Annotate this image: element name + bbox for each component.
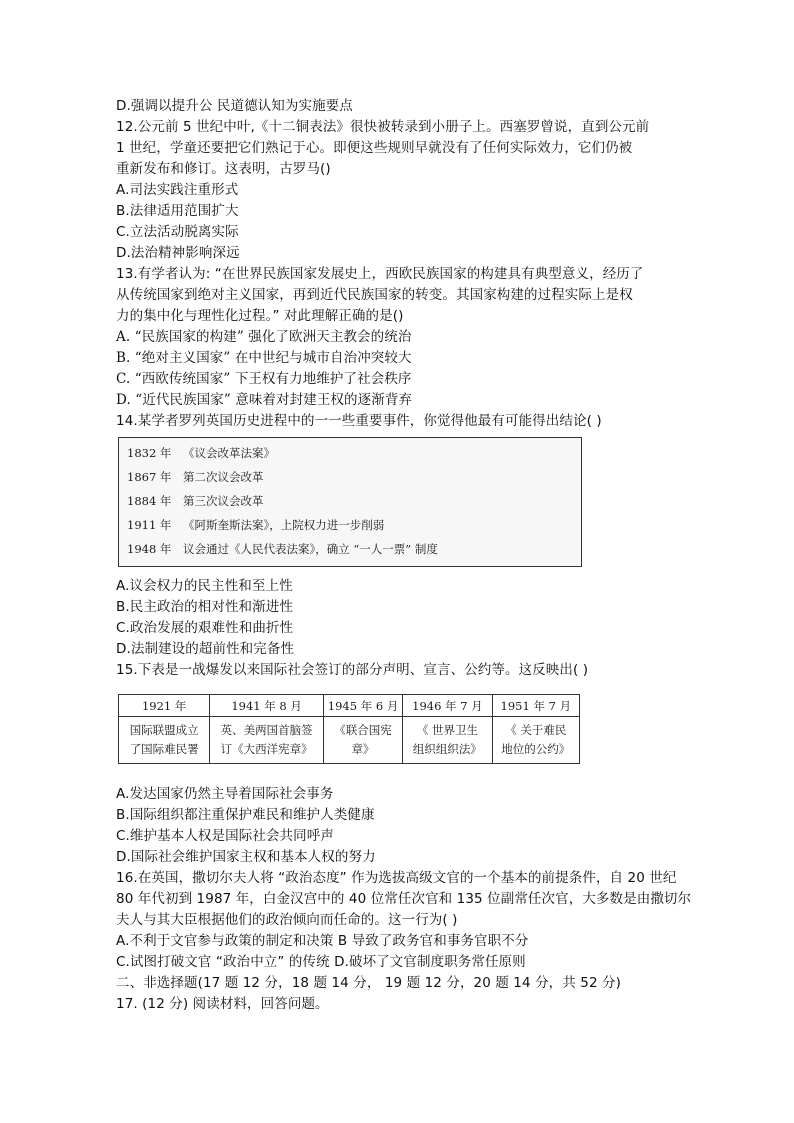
q16-stem-line-3: 夫人与其大臣根据他们的政治倾向而任命的。这一行为( ) — [116, 912, 458, 928]
event-text: 第二次议会改革 — [183, 470, 264, 484]
q16-stem-line-2: 80 年代初到 1987 年，白金汉宫中的 40 位常任次官和 135 位副常任次官，大多数是由撒切尔 — [116, 891, 692, 907]
q14-events-box — [118, 437, 582, 567]
event-row — [127, 541, 438, 557]
cell-line: 组织组织法》 — [412, 742, 482, 756]
event-row — [127, 493, 264, 509]
q14-option-c: C.政治发展的艰难性和曲折性 — [116, 620, 294, 636]
table-cell — [323, 717, 402, 764]
event-year: 1832 年 — [127, 446, 172, 460]
table-header-cell: 1951 年 7 月 — [492, 695, 579, 717]
table-header-cell: 1921 年 — [119, 695, 210, 717]
cell-line: 《 关于难民 — [505, 723, 567, 737]
q15-option-b: B.国际组织都注重保护难民和维护人类健康 — [116, 807, 375, 823]
event-row — [127, 445, 275, 461]
event-year: 1867 年 — [127, 470, 172, 484]
cell-line: 《 世界卫生 — [416, 723, 478, 737]
table-header-cell: 1941 年 8 月 — [210, 695, 323, 717]
q13-option-b: B. “绝对主义国家” 在中世纪与城市自治冲突较大 — [116, 350, 412, 366]
event-row — [127, 469, 264, 485]
q12-option-a: A.司法实践注重形式 — [116, 182, 239, 198]
q15-option-d: D.国际社会维护国家主权和基本人权的努力 — [116, 849, 376, 865]
q13-option-d: D. “近代民族国家” 意味着对封建王权的逐渐背弃 — [116, 392, 413, 408]
q15-stem: 15.下表是一战爆发以来国际社会签订的部分声明、宣言、公约等。这反映出( ) — [116, 662, 589, 678]
q12-option-d: D.法治精神影响深远 — [116, 245, 240, 261]
table-header-cell: 1946 年 7 月 — [403, 695, 492, 717]
table-cell — [119, 717, 210, 764]
table-cell — [210, 717, 323, 764]
q13-stem-line-2: 从传统国家到绝对主义国家，再到近代民族国家的转变。其国家构建的过程实际上是权 — [116, 287, 633, 303]
cell-line: 订《大西洋宪章》 — [220, 742, 313, 756]
event-text: 《阿斯奎斯法案》，上院权力进一步削弱 — [183, 518, 385, 532]
event-row — [127, 517, 384, 533]
event-year: 1948 年 — [127, 542, 172, 556]
q14-option-b: B.民主政治的相对性和渐进性 — [116, 599, 293, 615]
table-header-row — [119, 695, 580, 717]
q15-table — [118, 694, 580, 764]
q13-option-a: A. “民族国家的构建” 强化了欧洲天主教会的统治 — [116, 329, 412, 345]
cell-line: 国际联盟成立 — [129, 723, 199, 737]
q15-option-c: C.维护基本人权是国际社会共同呼声 — [116, 828, 334, 844]
q13-option-c: C. “西欧传统国家” 下王权有力地维护了社会秩序 — [116, 371, 412, 387]
q13-stem-line-1: 13.有学者认为: “在世界民族国家发展史上，西欧民族国家的构建具有典型意义，经历了 — [116, 266, 644, 282]
q12-option-c: C.立法活动脱离实际 — [116, 224, 239, 240]
q16-options-cd: C.试图打破文官 “政治中立” 的传统 D.破坏了文官制度职务常任原则 — [116, 954, 526, 970]
cell-line: 英、美两国首脑签 — [220, 723, 313, 737]
q13-stem-line-3: 力的集中化与理性化过程。” 对此理解正确的是() — [116, 308, 404, 324]
q12-stem-line-2: 1 世纪，学童还要把它们熟记于心。即便这些规则早就没有了任何实际效力，它们仍被 — [116, 140, 633, 156]
q14-option-a: A.议会权力的民主性和至上性 — [116, 578, 293, 594]
table-cell — [492, 717, 579, 764]
q11-option-d: D.强调以提升公 民道德认知为实施要点 — [116, 98, 353, 114]
event-text: 第三次议会改革 — [183, 494, 264, 508]
cell-line: 《联合国宪 — [334, 723, 392, 737]
cell-line: 了国际难民署 — [129, 742, 199, 756]
q16-options-ab: A.不利于文官参与政策的制定和决策 B 导致了政务官和事务官职不分 — [116, 933, 529, 949]
cell-line: 章》 — [351, 742, 375, 756]
table-header-cell: 1945 年 6 月 — [323, 695, 402, 717]
q12-stem-line-3: 重新发布和修订。这表明，古罗马() — [116, 161, 331, 177]
q15-option-a: A.发达国家仍然主导着国际社会事务 — [116, 786, 334, 802]
event-year: 1884 年 — [127, 494, 172, 508]
q12-stem-line-1: 12.公元前 5 世纪中叶,《十二铜表法》很快被转录到小册子上。西塞罗曾说，直到公元前 — [116, 119, 650, 135]
q12-option-b: B.法律适用范围扩大 — [116, 203, 239, 219]
section-heading: 二、非选择题(17 题 12 分，18 题 14 分， 19 题 12 分，20 题 14 分，共 52 分) — [116, 975, 622, 991]
table-row — [119, 717, 580, 764]
table-cell — [403, 717, 492, 764]
cell-line: 地位的公约》 — [501, 742, 571, 756]
q16-stem-line-1: 16.在英国，撒切尔夫人将 “政治态度” 作为选拔高级文官的一个基本的前提条件，自 20 世纪 — [116, 870, 677, 886]
q17-stem: 17. (12 分) 阅读材料，回答问题。 — [116, 996, 329, 1012]
q14-option-d: D.法制建设的超前性和完备性 — [116, 641, 295, 657]
event-year: 1911 年 — [127, 518, 172, 532]
event-text: 《议会改革法案》 — [183, 446, 275, 460]
q14-stem: 14.某学者罗列英国历史进程中的一一些重要事件，你觉得他最有可能得出结论( ) — [116, 413, 602, 429]
event-text: 议会通过《人民代表法案》，确立 “一人一票” 制度 — [183, 542, 438, 556]
